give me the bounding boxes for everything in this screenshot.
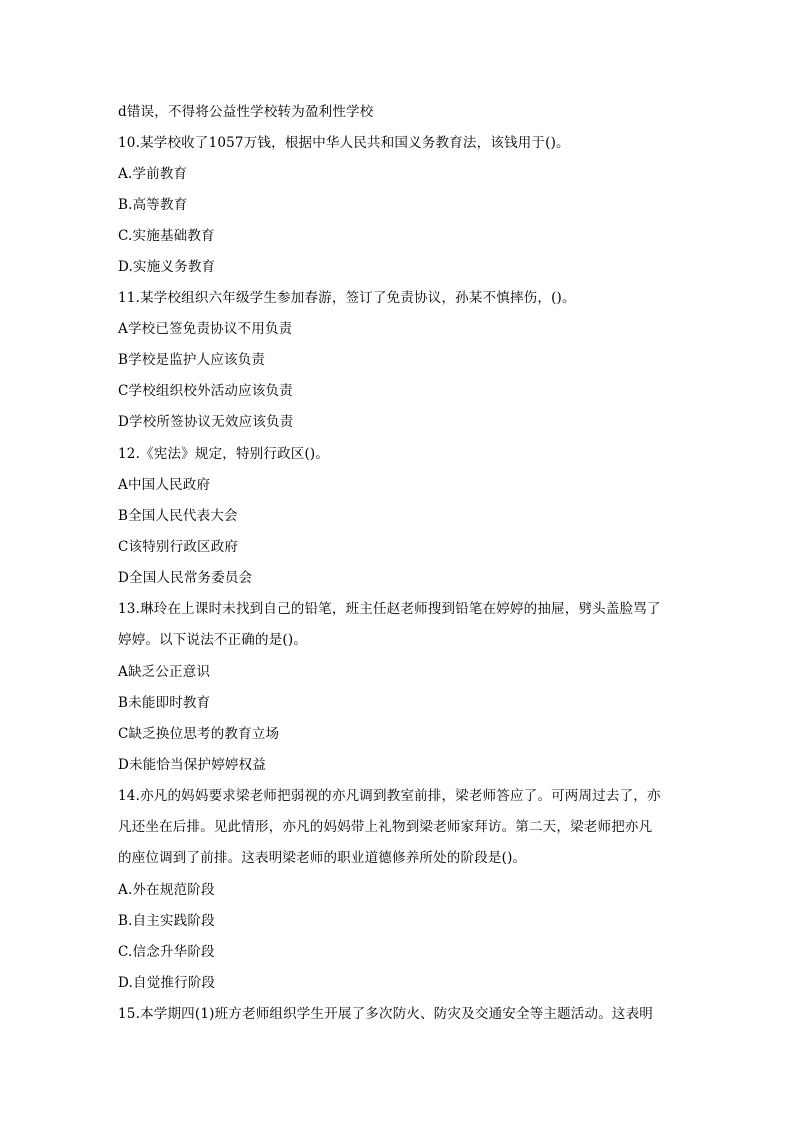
option-11-b: B学校是监护人应该负责: [118, 352, 266, 368]
option-10-c: C.实施基础教育: [118, 228, 215, 244]
option-14-c: C.信念升华阶段: [118, 944, 215, 960]
option-10-b: B.高等教育: [118, 197, 188, 213]
option-11-d: D学校所签协议无效应该负责: [118, 414, 294, 430]
option-12-a: A中国人民政府: [118, 477, 211, 493]
question-14-line-3: 的座位调到了前排。这表明梁老师的职业道德修养所处的阶段是()。: [118, 850, 527, 866]
option-13-d: D未能恰当保护婷婷权益: [118, 757, 267, 773]
option-14-a: A.外在规范阶段: [118, 882, 215, 898]
question-15: 15.本学期四(1)班方老师组织学生开展了多次防火、防灾及交通安全等主题活动。这表明: [118, 1006, 653, 1022]
option-13-b: B未能即时教育: [118, 695, 211, 711]
question-13-line-2: 婷婷。以下说法不正确的是()。: [118, 632, 308, 648]
option-12-b: B全国人民代表大会: [118, 508, 238, 524]
option-11-c: C学校组织校外活动应该负责: [118, 383, 293, 399]
question-14-line-2: 凡还坐在后排。见此情形，亦凡的妈妈带上礼物到梁老师家拜访。第二天，梁老师把亦凡: [118, 819, 653, 835]
option-13-c: C缺乏换位思考的教育立场: [118, 726, 280, 742]
option-12-d: D全国人民常务委员会: [118, 570, 253, 586]
option-10-d: D.实施义务教育: [118, 259, 216, 275]
option-14-b: B.自主实践阶段: [118, 913, 215, 929]
question-11: 11.某学校组织六年级学生参加春游，签订了免责协议，孙某不慎摔伤，()。: [118, 290, 576, 306]
question-10: 10.某学校收了1057万钱，根据中华人民共和国义务教育法，该钱用于()。: [118, 135, 570, 151]
option-13-a: A缺乏公正意识: [118, 664, 211, 680]
question-12: 12.《宪法》规定，特别行政区()。: [118, 446, 330, 462]
question-14-line-1: 14.亦凡的妈妈要求梁老师把弱视的亦凡调到教室前排，梁老师答应了。可两周过去了，亦: [118, 788, 661, 804]
option-12-c: C该特别行政区政府: [118, 539, 239, 555]
option-10-a: A.学前教育: [118, 166, 188, 182]
answer-explanation: d错误，不得将公益性学校转为盈利性学校: [118, 104, 374, 120]
question-13-line-1: 13.琳玲在上课时未找到自己的铅笔，班主任赵老师搜到铅笔在婷婷的抽屉，劈头盖脸骂了: [118, 601, 661, 617]
option-11-a: A学校已签免责协议不用负责: [118, 321, 293, 337]
option-14-d: D.自觉推行阶段: [118, 975, 216, 991]
